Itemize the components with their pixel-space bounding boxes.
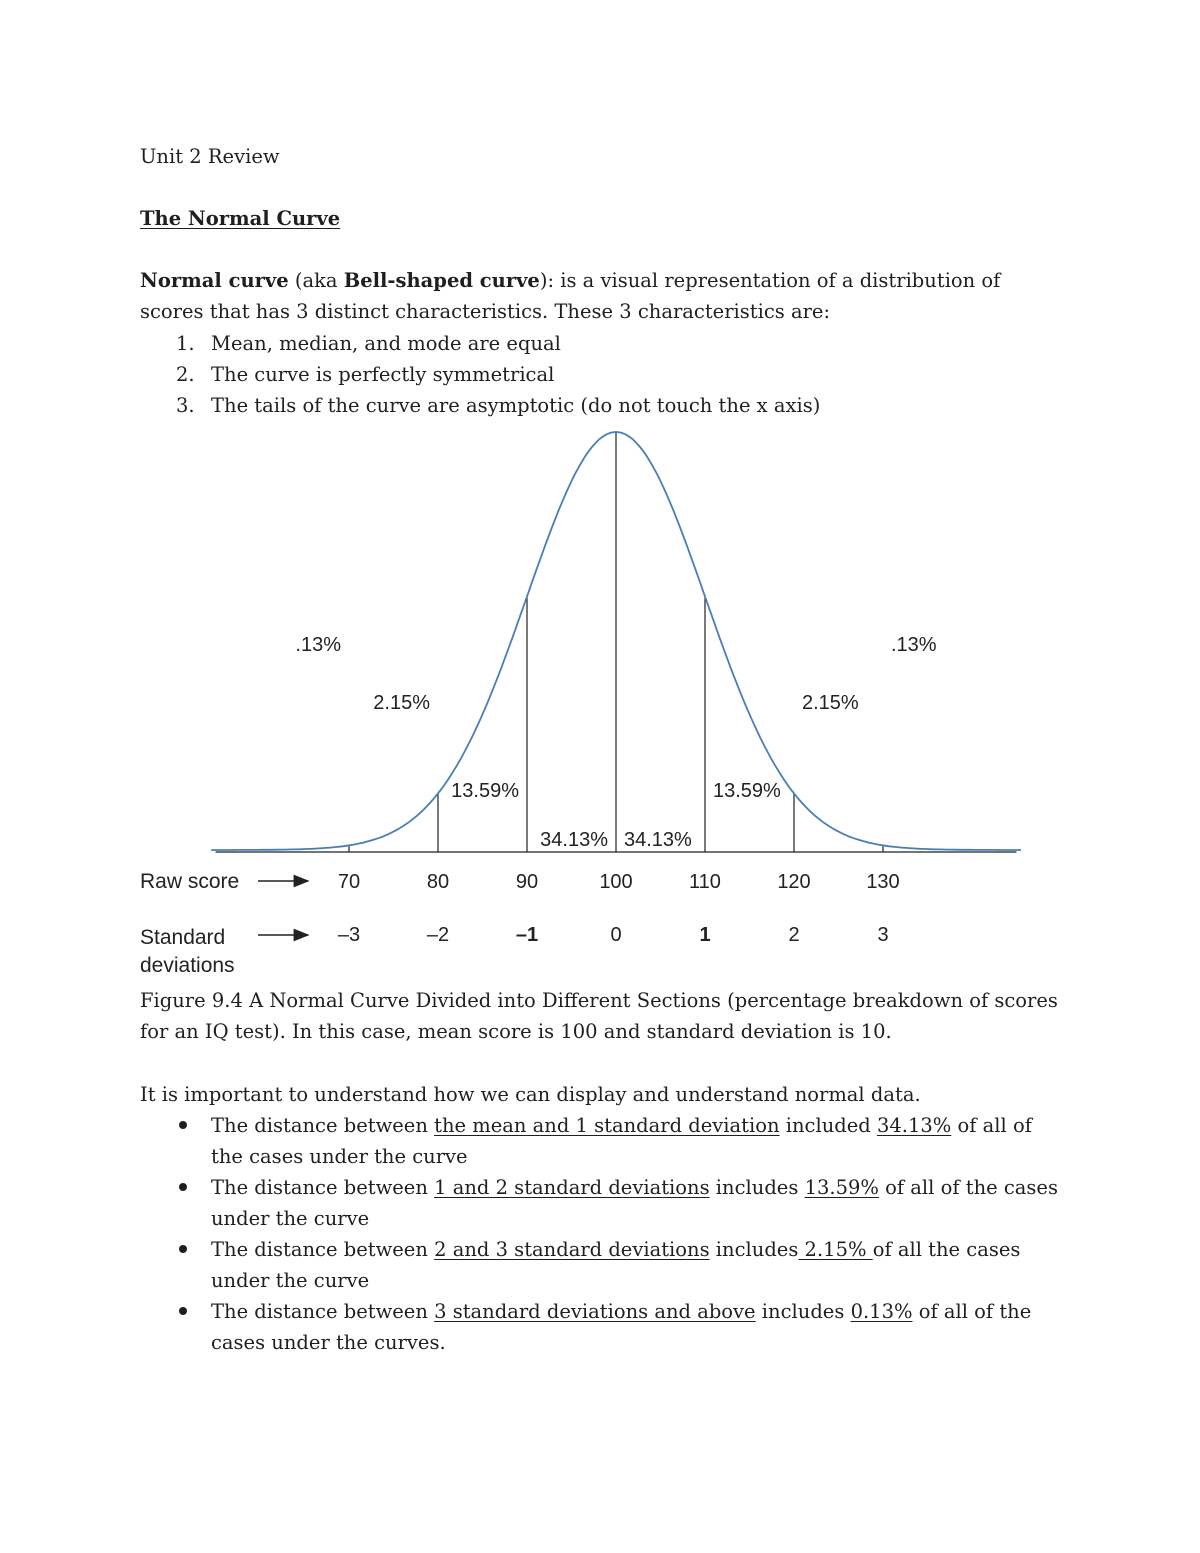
bullet-underlined-percent: 13.59% — [804, 1176, 879, 1199]
bullet-text: of all of the cases under the curve — [211, 1114, 1032, 1168]
sd-tick-label: 2 — [788, 924, 800, 946]
bullet-underlined-percent: 0.13% — [850, 1300, 913, 1323]
list-number: 2. — [176, 363, 195, 386]
bullet-text: of all of the cases under the curve — [211, 1176, 1058, 1230]
definition-paragraph — [140, 265, 1070, 327]
intro-sentence: It is important to understand how we can display and understand normal data. — [140, 1083, 921, 1106]
definition-term: Normal curve — [140, 269, 289, 292]
bullet-text: The distance between — [211, 1238, 435, 1261]
bullet-underlined-percent: 34.13% — [876, 1114, 952, 1137]
definition-aka-term: Bell-shaped curve — [343, 269, 540, 292]
list-number: 3. — [176, 394, 195, 417]
bullet-text: The distance between — [211, 1300, 435, 1323]
raw-score-tick-label: 130 — [866, 871, 900, 893]
raw-score-axis-label: Raw score — [140, 870, 240, 893]
list-item — [140, 1110, 1060, 1172]
bullet-text: includes — [709, 1176, 805, 1199]
section-percent-label: 34.13% — [540, 829, 608, 851]
list-item — [140, 359, 820, 390]
sd-axis-label-line2: deviations — [140, 954, 235, 977]
definition-aka-open: (aka — [288, 269, 344, 292]
bullet-icon — [179, 1245, 187, 1253]
bullet-underlined-range: 2 and 3 standard deviations — [434, 1238, 710, 1261]
sd-tick-label: 1 — [699, 924, 711, 946]
bullet-underlined-range: 1 and 2 standard deviations — [434, 1176, 710, 1199]
list-item-text: The curve is perfectly symmetrical — [211, 363, 555, 386]
raw-score-tick-label: 90 — [515, 871, 539, 893]
bullet-text: The distance between — [211, 1114, 435, 1137]
raw-score-tick-label: 100 — [599, 871, 633, 893]
section-percent-label: 2.15% — [373, 692, 430, 714]
bullet-text: included — [779, 1114, 877, 1137]
section-percent-label: 2.15% — [802, 692, 859, 714]
bullet-underlined-range: 3 standard deviations and above — [434, 1300, 756, 1323]
normal-curve-chart — [120, 420, 1040, 985]
unit-title: Unit 2 Review — [140, 145, 280, 168]
definition-text: ): is a visual representation of a distribution of scores that has 3 distinct characteristics. These 3 characteristics are: — [140, 269, 1001, 323]
bullet-text: includes — [709, 1238, 799, 1261]
section-percent-label: 13.59% — [713, 780, 781, 802]
bullet-underlined-percent: 2.15% — [798, 1238, 873, 1261]
sd-tick-label: 3 — [877, 924, 889, 946]
bullet-icon — [179, 1307, 187, 1315]
section-percent-label: .13% — [295, 634, 341, 656]
characteristics-list — [140, 328, 820, 421]
figure-caption: Figure 9.4 A Normal Curve Divided into Different Sections (percentage breakdown of scores for an IQ test). In this case, mean score is 100 and standard deviation is 10. — [140, 989, 1058, 1043]
list-item — [140, 390, 820, 421]
bullet-underlined-range: the mean and 1 standard deviation — [434, 1114, 780, 1137]
list-item — [140, 1234, 1060, 1296]
sd-tick-label: –3 — [337, 924, 361, 946]
raw-score-tick-label: 70 — [337, 871, 361, 893]
section-title: The Normal Curve — [140, 207, 341, 230]
raw-score-tick-label: 120 — [777, 871, 811, 893]
bullet-icon — [179, 1121, 187, 1129]
list-item — [140, 1296, 1060, 1358]
bullet-list — [140, 1110, 1060, 1358]
section-percent-label: 13.59% — [451, 780, 519, 802]
sd-tick-label: –1 — [515, 924, 539, 946]
bullet-icon — [179, 1183, 187, 1191]
list-number: 1. — [176, 332, 195, 355]
bullet-text: includes — [755, 1300, 851, 1323]
list-item-text: The tails of the curve are asymptotic (do not touch the x axis) — [211, 394, 821, 417]
sd-axis-label-line1: Standard — [140, 926, 226, 949]
section-percent-label: 34.13% — [624, 829, 692, 851]
bullet-text: of all of the cases under the curves. — [211, 1300, 1032, 1354]
list-item-text: Mean, median, and mode are equal — [211, 332, 561, 355]
list-item — [140, 328, 820, 359]
bullet-text: of all the cases under the curve — [211, 1238, 1021, 1292]
section-percent-label: .13% — [891, 634, 937, 656]
bullet-text: The distance between — [211, 1176, 435, 1199]
raw-score-tick-label: 80 — [426, 871, 450, 893]
sd-tick-label: –2 — [426, 924, 450, 946]
list-item — [140, 1172, 1060, 1234]
raw-score-tick-label: 110 — [689, 871, 721, 893]
sd-tick-label: 0 — [610, 924, 622, 946]
